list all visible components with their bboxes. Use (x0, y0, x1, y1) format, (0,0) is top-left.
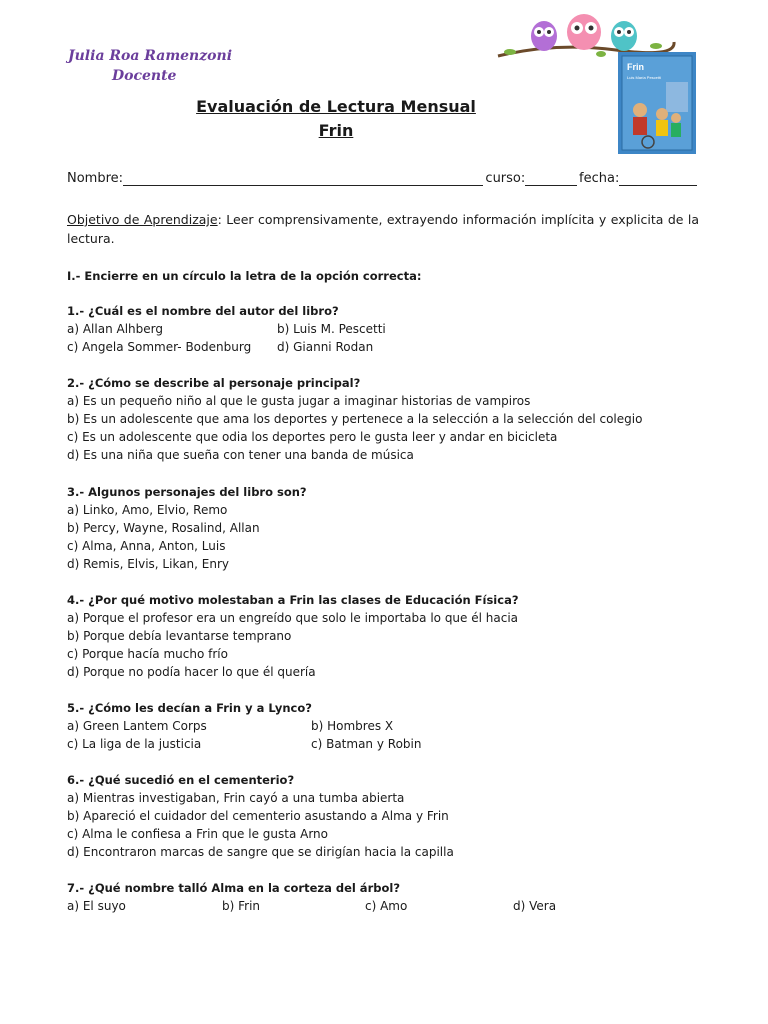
answer-option[interactable]: b) Es un adolescente que ama los deportes y pertenece a la selección a la selección del colegio (67, 412, 643, 426)
option-row (67, 843, 707, 861)
answer-option[interactable]: a) Es un pequeño niño al que le gusta jugar a imaginar historias de vampiros (67, 394, 531, 408)
option-row (67, 338, 707, 356)
page-title: Evaluación de Lectura Mensual (196, 97, 476, 116)
answer-option[interactable]: a) Allan Alhberg (67, 322, 163, 336)
name-field[interactable] (123, 172, 483, 186)
option-row (67, 537, 707, 555)
option-row (67, 645, 707, 663)
option-row (67, 410, 707, 428)
question-2 (67, 374, 707, 464)
answer-option[interactable]: c) Es un adolescente que odia los deportes pero le gusta leer y andar en bicicleta (67, 430, 558, 444)
teacher-role: Docente (112, 68, 177, 84)
option-row (67, 519, 707, 537)
answer-option[interactable]: d) Es una niña que sueña con tener una banda de música (67, 448, 414, 462)
answer-option[interactable]: c) Alma, Anna, Anton, Luis (67, 539, 226, 553)
answer-option[interactable]: a) Green Lantem Corps (67, 719, 207, 733)
option-row (67, 428, 707, 446)
teacher-signature (68, 46, 232, 86)
answer-option[interactable]: b) Luis M. Pescetti (277, 322, 386, 336)
option-row (67, 807, 707, 825)
question-text: 7.- ¿Qué nombre talló Alma en la corteza del árbol? (67, 881, 400, 895)
question-text: 3.- Algunos personajes del libro son? (67, 485, 307, 499)
answer-option[interactable]: d) Porque no podía hacer lo que él quería (67, 665, 316, 679)
book-cover-image (618, 52, 696, 154)
date-field[interactable] (619, 172, 697, 186)
answer-option[interactable]: c) Angela Sommer- Bodenburg (67, 340, 252, 354)
learning-objective (67, 210, 699, 248)
teacher-name: Julia Roa Ramenzoni (68, 48, 233, 64)
option-row (67, 446, 707, 464)
answer-option[interactable]: d) Vera (513, 899, 557, 913)
question-text: 5.- ¿Cómo les decían a Frin y a Lynco? (67, 701, 312, 715)
answer-option[interactable]: d) Encontraron marcas de sangre que se dirigían hacia la capilla (67, 845, 454, 859)
question-text: 6.- ¿Qué sucedió en el cementerio? (67, 773, 295, 787)
option-row (67, 663, 707, 681)
objective-text: : Leer comprensivamente, extrayendo información implícita y explicita de la lectura. (67, 212, 700, 246)
question-1 (67, 302, 707, 356)
book-cover-title: Frin (627, 62, 644, 72)
answer-option[interactable]: d) Gianni Rodan (277, 340, 374, 354)
answer-option[interactable]: a) Mientras investigaban, Frin cayó a una tumba abierta (67, 791, 405, 805)
option-row (67, 392, 707, 410)
option-row (67, 789, 707, 807)
option-row (67, 609, 707, 627)
answer-option[interactable]: a) Porque el profesor era un engreído que solo le importaba lo que él hacia (67, 611, 519, 625)
answer-option[interactable]: b) Hombres X (311, 719, 394, 733)
answer-option[interactable]: c) Batman y Robin (311, 737, 422, 751)
question-4 (67, 591, 707, 681)
answer-option[interactable]: b) Percy, Wayne, Rosalind, Allan (67, 521, 260, 535)
option-row (67, 825, 707, 843)
option-row (67, 501, 707, 519)
question-text: 4.- ¿Por qué motivo molestaban a Frin las clases de Educación Física? (67, 593, 519, 607)
answer-option[interactable]: a) Linko, Amo, Elvio, Remo (67, 503, 228, 517)
answer-option[interactable]: d) Remis, Elvis, Likan, Enry (67, 557, 229, 571)
answer-option[interactable]: b) Apareció el cuidador del cementerio asustando a Alma y Frin (67, 809, 449, 823)
instruction: I.- Encierre en un círculo la letra de la opción correcta: (67, 269, 422, 283)
question-7 (67, 879, 707, 915)
question-3 (67, 483, 707, 573)
option-row (67, 555, 707, 573)
question-text: 2.- ¿Cómo se describe al personaje principal? (67, 376, 361, 390)
answer-option[interactable]: b) Frin (222, 899, 261, 913)
objective-label: Objetivo de Aprendizaje (67, 212, 218, 227)
option-row (67, 897, 707, 915)
course-field[interactable] (525, 172, 577, 186)
owl-pink-icon (567, 14, 601, 50)
option-row (67, 717, 707, 735)
answer-option[interactable]: b) Porque debía levantarse temprano (67, 629, 292, 643)
option-row (67, 735, 707, 753)
student-fields (67, 171, 699, 186)
answer-option[interactable]: c) Porque hacía mucho frío (67, 647, 228, 661)
question-6 (67, 771, 707, 861)
date-label: fecha: (579, 171, 620, 186)
book-cover-author: Luis María Pescetti (627, 75, 662, 80)
option-row (67, 320, 707, 338)
page-subtitle: Frin (318, 121, 354, 140)
owl-teal-icon (611, 21, 637, 51)
answer-option[interactable]: c) Amo (365, 899, 408, 913)
answer-option[interactable]: c) La liga de la justicia (67, 737, 202, 751)
answer-option[interactable]: a) El suyo (67, 899, 126, 913)
course-label: curso: (485, 171, 526, 186)
option-row (67, 627, 707, 645)
question-5 (67, 699, 707, 753)
owl-purple-icon (531, 21, 557, 51)
answer-option[interactable]: c) Alma le confiesa a Frin que le gusta Arno (67, 827, 328, 841)
question-text: 1.- ¿Cuál es el nombre del autor del libro? (67, 304, 339, 318)
name-label: Nombre: (67, 171, 124, 186)
